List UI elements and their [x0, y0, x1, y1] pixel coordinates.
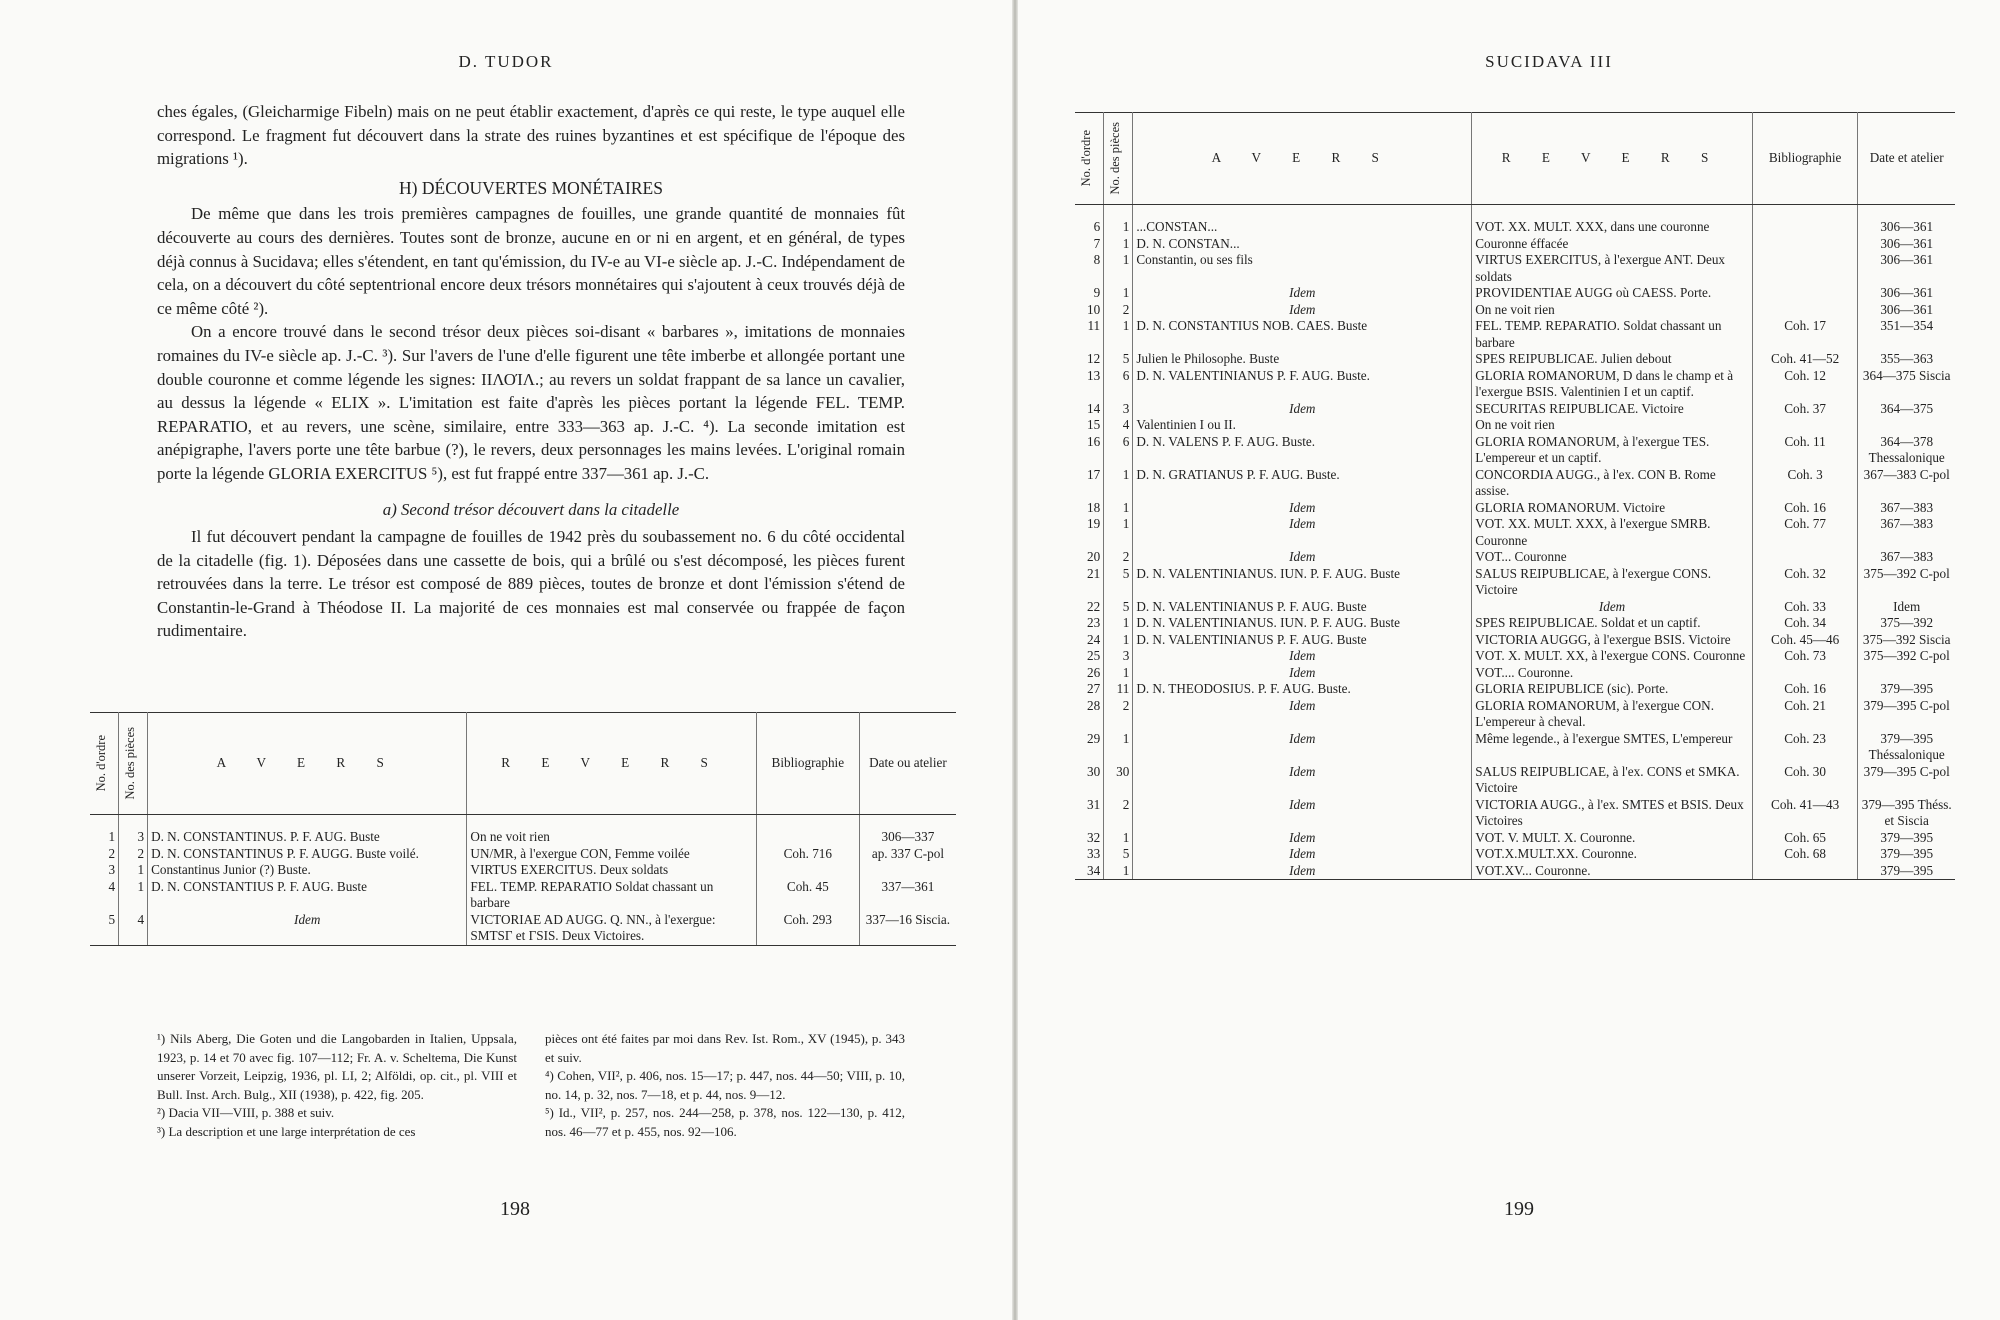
- bibliography-cell: [756, 862, 859, 879]
- table-row: [1075, 302, 1955, 319]
- date-cell: 375—392 C-pol: [1863, 648, 1950, 663]
- revers-cell: VIRTUS EXERCITUS, à l'exergue ANT. Deux soldats: [1472, 252, 1753, 285]
- date-cell: 379—395: [1858, 863, 1955, 880]
- date-cell: 306—361: [1880, 285, 1934, 300]
- bibliography-cell: Coh. 32: [1752, 566, 1858, 599]
- revers-cell: UN/MR, à l'exergue CON, Femme voilée: [467, 846, 756, 863]
- revers-cell: VOT.X.MULT.XX. Couronne.: [1472, 846, 1753, 863]
- table-row: [1075, 318, 1955, 351]
- avers-cell: Constantin, ou ses fils: [1133, 252, 1472, 285]
- bibliography-cell: Coh. 68: [1752, 846, 1858, 863]
- piece-count: 1: [1104, 252, 1133, 285]
- avers-cell: Idem: [1133, 500, 1472, 517]
- avers-cell: D. N. VALENTINIANUS P. F. AUG. Buste: [1133, 599, 1472, 616]
- table-row: [1075, 698, 1955, 731]
- row-number: 21: [1075, 566, 1104, 599]
- piece-count: 1: [1104, 318, 1133, 351]
- piece-count: 1: [1104, 467, 1133, 500]
- avers-cell: Idem: [1133, 731, 1472, 764]
- avers-cell: Idem: [1133, 863, 1472, 880]
- piece-count: 2: [119, 846, 148, 863]
- piece-count: 3: [119, 829, 148, 846]
- avers-cell: D. N. CONSTANTINUS. P. F. AUG. Buste: [148, 829, 467, 846]
- bibliography-cell: Coh. 716: [756, 846, 859, 863]
- piece-count: 1: [1104, 500, 1133, 517]
- avers-cell: D. N. CONSTAN...: [1133, 236, 1472, 253]
- date-cell: 379—395: [1880, 681, 1934, 696]
- bibliography-cell: Coh. 65: [1752, 830, 1858, 847]
- revers-cell: On ne voit rien: [1472, 302, 1753, 319]
- bibliography-cell: [1752, 417, 1858, 434]
- row-number: 27: [1075, 681, 1104, 698]
- date-cell: 375—392: [1880, 615, 1934, 630]
- table-row: [1075, 434, 1955, 467]
- table-row: [1075, 797, 1955, 830]
- avers-cell: Idem: [1133, 797, 1472, 830]
- footnote: pièces ont été faites par moi dans Rev. Ist. Rom., XV (1945), p. 343 et suiv.: [545, 1031, 905, 1065]
- revers-cell: VICTORIAE AD AUGG. Q. NN., à l'exergue: SMTSΓ et ΓSIS. Deux Victoires.: [467, 912, 756, 946]
- table-row: [1075, 632, 1955, 649]
- revers-cell: Même legende., à l'exergue SMTES, L'empereur: [1472, 731, 1753, 764]
- row-number: 29: [1075, 731, 1104, 764]
- piece-count: 1: [1104, 632, 1133, 649]
- right-page: [1018, 0, 2000, 1320]
- table-row: [1075, 219, 1955, 236]
- avers-cell: Idem: [1133, 648, 1472, 665]
- avers-cell: D. N. CONSTANTINUS P. F. AUGG. Buste voilé.: [148, 846, 467, 863]
- revers-cell: PROVIDENTIAE AUGG où CAESS. Porte.: [1472, 285, 1753, 302]
- table-row: [1075, 368, 1955, 401]
- revers-cell: GLORIA ROMANORUM, à l'exergue TES. L'empereur et un captif.: [1472, 434, 1753, 467]
- table-row: [90, 829, 956, 846]
- revers-cell: GLORIA ROMANORUM. Victoire: [1472, 500, 1753, 517]
- table-row: [1075, 731, 1955, 764]
- avers-cell: Idem: [1133, 302, 1472, 319]
- row-number: 11: [1075, 318, 1104, 351]
- header-avers: A V E R S: [148, 713, 467, 815]
- bibliography-cell: [1752, 219, 1858, 236]
- date-cell: 367—383: [1880, 549, 1934, 564]
- date-cell: 364—378 Thessalonique: [1868, 433, 1945, 465]
- piece-count: 1: [1104, 731, 1133, 764]
- date-cell: ap. 337 C-pol: [871, 845, 945, 861]
- avers-cell: D. N. CONSTANTIUS NOB. CAES. Buste: [1133, 318, 1472, 351]
- row-number: 22: [1075, 599, 1104, 616]
- revers-cell: FEL. TEMP. REPARATIO. Soldat chassant un barbare: [1472, 318, 1753, 351]
- revers-cell: Couronne éffacée: [1472, 236, 1753, 253]
- piece-count: 1: [119, 879, 148, 912]
- row-number: 12: [1075, 351, 1104, 368]
- section-title: H) DÉCOUVERTES MONÉTAIRES: [399, 177, 663, 198]
- date-cell: 367—383: [1880, 499, 1934, 515]
- bibliography-cell: [1752, 252, 1858, 285]
- piece-count: 2: [1104, 549, 1133, 566]
- row-number: 5: [90, 912, 119, 946]
- footnote: ³) La description et une large interprétation de ces: [157, 1123, 416, 1139]
- table-row: [1075, 566, 1955, 599]
- table-row: [1075, 500, 1955, 517]
- revers-cell: VOT. XX. MULT. XXX, à l'exergue SMRB. Couronne: [1472, 516, 1753, 549]
- date-cell: [1858, 665, 1955, 682]
- piece-count: 1: [1104, 219, 1133, 236]
- row-number: 16: [1075, 434, 1104, 467]
- paragraph-2: De même que dans les trois premières campagnes de fouilles, une grande quantité de monnaies fût découverte au cours des dernières. Toutes sont de bronze, aucune en or ni en argent, et en général, de types déjà connus à Sucidava; elles s'étendent, en tant qu'émission, du IV-e au VI-e siècle ap. J.-C. Indépendament de cela, on a découvert du côté septentrional encore deux trésors monnétaires qui s'ajoutent à ceux trouvés déjà de ce même côté ²).: [157, 204, 905, 318]
- piece-count: 1: [1104, 863, 1133, 880]
- table-row: [1075, 846, 1955, 863]
- piece-count: 30: [1104, 764, 1133, 797]
- avers-cell: Idem: [1133, 846, 1472, 863]
- piece-count: 4: [119, 912, 148, 946]
- bibliography-cell: Coh. 293: [756, 912, 859, 946]
- table-row: [1075, 252, 1955, 285]
- table-row: [90, 912, 956, 946]
- revers-cell: VOT. X. MULT. XX, à l'exergue CONS. Couronne: [1472, 648, 1753, 665]
- table-row: [1075, 236, 1955, 253]
- date-cell: 379—395 Théss. et Siscia: [1861, 796, 1952, 828]
- revers-cell: VICTORIA AUGGG, à l'exergue BSIS. Victoire: [1472, 632, 1753, 649]
- piece-count: 1: [1104, 236, 1133, 253]
- revers-cell: VICTORIA AUGG., à l'ex. SMTES et BSIS. Deux Victoires: [1472, 797, 1753, 830]
- date-cell: 337—16 Siscia.: [859, 912, 956, 946]
- bibliography-cell: Coh. 37: [1752, 401, 1858, 418]
- date-cell: 375—392 Siscia: [1862, 631, 1951, 647]
- row-number: 33: [1075, 846, 1104, 863]
- piece-count: 11: [1104, 681, 1133, 698]
- revers-cell: GLORIA REIPUBLICE (sic). Porte.: [1472, 681, 1753, 698]
- row-number: 32: [1075, 830, 1104, 847]
- date-cell: 379—395 C-pol: [1863, 763, 1950, 779]
- avers-cell: Constantinus Junior (?) Buste.: [148, 862, 467, 879]
- revers-cell: GLORIA ROMANORUM, D dans le champ et à l'exergue BSIS. Valentinien I et un captif.: [1472, 368, 1753, 401]
- bibliography-cell: Coh. 12: [1752, 368, 1858, 401]
- header-bibliographie: Bibliographie: [1752, 113, 1858, 205]
- date-cell: 379—395: [1880, 846, 1934, 861]
- bibliography-cell: Coh. 41—43: [1752, 797, 1858, 830]
- running-header-right: SUCIDAVA III: [1485, 52, 1613, 71]
- date-cell: 351—354: [1880, 318, 1934, 333]
- date-cell: 306—337: [881, 829, 935, 844]
- running-header-left: D. TUDOR: [458, 52, 554, 71]
- header-pieces: No. des pièces: [1108, 122, 1123, 195]
- bibliography-cell: Coh. 3: [1752, 467, 1858, 500]
- revers-cell: VIRTUS EXERCITUS. Deux soldats: [467, 862, 756, 879]
- header-revers: R E V E R S: [467, 713, 756, 815]
- avers-cell: Idem: [1133, 516, 1472, 549]
- bibliography-cell: [1752, 285, 1858, 302]
- avers-cell: Idem: [1133, 285, 1472, 302]
- piece-count: 6: [1104, 434, 1133, 467]
- bibliography-cell: Coh. 30: [1752, 764, 1858, 797]
- paragraph-4: Il fut découvert pendant la campagne de fouilles de 1942 près du soubassement no. 6 du côté occidental de la citadelle (fig. 1). Déposées dans une cassette de bois, qui a brûlé ou s'est décomposé, les pièces furent retrouvées dans la terre. Le trésor est composé de 889 pièces, toutes de bronze et dont l'émission s'étend de Constantin-le-Grand à Théodose II. La majorité de ces monnaies est mal conservée ou frappée de façon rudimentaire.: [157, 527, 905, 641]
- table-row: [1075, 417, 1955, 434]
- revers-cell: VOT.XV... Couronne.: [1472, 863, 1753, 880]
- date-cell: [859, 862, 956, 879]
- revers-cell: SALUS REIPUBLICAE, à l'exergue CONS. Victoire: [1472, 566, 1753, 599]
- row-number: 30: [1075, 764, 1104, 797]
- row-number: 26: [1075, 665, 1104, 682]
- table-row: [90, 846, 956, 863]
- bibliography-cell: Coh. 45—46: [1752, 632, 1858, 649]
- header-ordre: No. d'ordre: [1079, 130, 1093, 187]
- table-row: [1075, 615, 1955, 632]
- bibliography-cell: [1752, 863, 1858, 880]
- table-row: [1075, 351, 1955, 368]
- date-cell: 364—375: [1880, 400, 1934, 416]
- footnote: ⁴) Cohen, VII², p. 406, nos. 15—17; p. 447, nos. 44—50; VIII, p. 10, no. 14, p. 32, nos. 7—18, et p. 44, nos. 9—12.: [545, 1068, 905, 1102]
- table-row: [90, 879, 956, 912]
- table-row: [1075, 665, 1955, 682]
- piece-count: 1: [1104, 285, 1133, 302]
- revers-cell: Idem: [1472, 599, 1753, 616]
- row-number: 24: [1075, 632, 1104, 649]
- date-cell: [1858, 417, 1955, 434]
- page-number-right: 199: [1504, 1198, 1534, 1220]
- revers-cell: SECURITAS REIPUBLICAE. Victoire: [1472, 401, 1753, 418]
- header-date: Date ou atelier: [859, 713, 956, 815]
- row-number: 13: [1075, 368, 1104, 401]
- avers-cell: Idem: [1133, 665, 1472, 682]
- bibliography-cell: [1752, 549, 1858, 566]
- date-cell: 306—361: [1880, 252, 1934, 267]
- avers-cell: D. N. VALENTINIANUS. IUN. P. F. AUG. Buste: [1133, 615, 1472, 632]
- row-number: 17: [1075, 467, 1104, 500]
- bibliography-cell: Coh. 45: [756, 879, 859, 912]
- avers-cell: D. N. VALENTINIANUS P. F. AUG. Buste: [1133, 632, 1472, 649]
- header-revers: R E V E R S: [1472, 113, 1753, 205]
- table-row: [1075, 599, 1955, 616]
- row-number: 15: [1075, 417, 1104, 434]
- avers-cell: D. N. GRATIANUS P. F. AUG. Buste.: [1133, 467, 1472, 500]
- table-row: [1075, 549, 1955, 566]
- piece-count: 1: [1104, 665, 1133, 682]
- bibliography-cell: [1752, 665, 1858, 682]
- piece-count: 1: [119, 862, 148, 879]
- avers-cell: D. N. THEODOSIUS. P. F. AUG. Buste.: [1133, 681, 1472, 698]
- row-number: 31: [1075, 797, 1104, 830]
- table-row: [1075, 285, 1955, 302]
- header-avers: A V E R S: [1133, 113, 1472, 205]
- revers-cell: On ne voit rien: [467, 829, 756, 846]
- avers-cell: Julien le Philosophe. Buste: [1133, 351, 1472, 368]
- bibliography-cell: Coh. 16: [1752, 681, 1858, 698]
- bibliography-cell: Coh. 16: [1752, 500, 1858, 517]
- revers-cell: VOT.... Couronne.: [1472, 665, 1753, 682]
- avers-cell: Idem: [1133, 830, 1472, 847]
- piece-count: 2: [1104, 302, 1133, 319]
- footnote: ¹) Nils Aberg, Die Goten und die Langobarden in Italien, Uppsala, 1923, p. 14 et 70 avec fig. 107—112; Fr. A. v. Scheltema, Die Kunst unserer Vorzeit, Leipzig, 1936, pl. LI, 2; Alföldi, op. cit., pl. VIII et Bull. Inst. Arch. Bulg., XII (1938), p. 422, fig. 205.: [157, 1031, 517, 1102]
- row-number: 10: [1075, 302, 1104, 319]
- date-cell: 306—361: [1880, 235, 1934, 251]
- row-number: 14: [1075, 401, 1104, 418]
- row-number: 9: [1075, 285, 1104, 302]
- revers-cell: VOT... Couronne: [1472, 549, 1753, 566]
- coin-table-left: [90, 712, 956, 946]
- date-cell: 367—383 C-pol: [1863, 466, 1950, 482]
- date-cell: 379—395: [1880, 829, 1934, 845]
- avers-cell: ...CONSTAN...: [1133, 219, 1472, 236]
- revers-cell: On ne voit rien: [1472, 417, 1753, 434]
- row-number: 18: [1075, 500, 1104, 517]
- date-cell: 379—395 Théssalonique: [1868, 730, 1945, 762]
- row-number: 23: [1075, 615, 1104, 632]
- bibliography-cell: Coh. 41—52: [1752, 351, 1858, 368]
- date-cell: 306—361: [1880, 301, 1934, 317]
- bibliography-cell: Coh. 17: [1752, 318, 1858, 351]
- revers-cell: SALUS REIPUBLICAE, à l'ex. CONS et SMKA. Victoire: [1472, 764, 1753, 797]
- avers-cell: D. N. VALENTINIANUS. IUN. P. F. AUG. Buste: [1133, 566, 1472, 599]
- piece-count: 2: [1104, 698, 1133, 731]
- row-number: 2: [90, 846, 119, 863]
- table-row: [1075, 830, 1955, 847]
- bibliography-cell: [756, 829, 859, 846]
- row-number: 6: [1075, 219, 1104, 236]
- avers-cell: Idem: [1133, 698, 1472, 731]
- paragraph-1: ches égales, (Gleicharmige Fibeln) mais on ne peut établir exactement, d'après ce qui reste, le type auquel elle correspond. Le fragment fut découvert dans la strate des ruines byzantines et est spécifique de l'époque des migrations ¹).: [157, 102, 905, 169]
- bibliography-cell: Coh. 21: [1752, 698, 1858, 731]
- avers-cell: D. N. VALENS P. F. AUG. Buste.: [1133, 434, 1472, 467]
- paragraph-3: On a encore trouvé dans le second trésor deux pièces soi-disant « barbares », imitations de monnaies romaines du IV-e siècle ap. J.-C. ³). Sur l'avers de l'une d'elle figurent une tête imberbe et allongée portant une double couronne et comme légende les signes: IΙΛΟΊΛ.; au revers un soldat frappant de sa lance un cavalier, au dessus la légende « ELIX ». L'imitation est faite d'après les pièces portant la légende FEL. TEMP. REPARATIO, et au revers, une scène, similaire, entre 333—363 ap. J.-C. ⁴). La seconde imitation est anépigraphe, l'avers porte une tête barbue (?), le revers, deux personnages les mains levées. L'original romain porte la légende GLORIA EXERCITUS ⁵), est fut frappé entre 337—361 ap. J.-C.: [157, 322, 905, 483]
- body-text: [157, 100, 905, 643]
- bibliography-cell: Coh. 34: [1752, 615, 1858, 632]
- row-number: 28: [1075, 698, 1104, 731]
- row-number: 1: [90, 829, 119, 846]
- row-number: 4: [90, 879, 119, 912]
- date-cell: 379—395 C-pol: [1863, 697, 1950, 713]
- date-cell: 375—392 C-pol: [1863, 565, 1950, 581]
- avers-cell: D. N. CONSTANTIUS P. F. AUG. Buste: [148, 879, 467, 912]
- piece-count: 1: [1104, 615, 1133, 632]
- row-number: 34: [1075, 863, 1104, 880]
- avers-cell: Idem: [1133, 549, 1472, 566]
- page-number-left: 198: [500, 1198, 530, 1220]
- revers-cell: FEL. TEMP. REPARATIO Soldat chassant un barbare: [467, 879, 756, 912]
- bibliography-cell: Coh. 33: [1752, 599, 1858, 616]
- avers-cell: Valentinien I ou II.: [1133, 417, 1472, 434]
- row-number: 25: [1075, 648, 1104, 665]
- subsection-title: a) Second trésor découvert dans la citadelle: [382, 499, 680, 519]
- header-bibliographie: Bibliographie: [756, 713, 859, 815]
- header-pieces: No. des pièces: [123, 727, 138, 800]
- date-cell: Idem: [1893, 598, 1921, 614]
- date-cell: 367—383: [1880, 516, 1934, 531]
- piece-count: 4: [1104, 417, 1133, 434]
- header-ordre: No. d'ordre: [94, 735, 108, 792]
- table-row: [1075, 467, 1955, 500]
- date-cell: 306—361: [1880, 219, 1934, 234]
- revers-cell: VOT. V. MULT. X. Couronne.: [1472, 830, 1753, 847]
- revers-cell: SPES REIPUBLICAE. Soldat et un captif.: [1472, 615, 1753, 632]
- revers-cell: GLORIA ROMANORUM, à l'exergue CON. L'empereur à cheval.: [1472, 698, 1753, 731]
- avers-cell: D. N. VALENTINIANUS P. F. AUG. Buste.: [1133, 368, 1472, 401]
- bibliography-cell: Coh. 23: [1752, 731, 1858, 764]
- date-cell: 337—361: [881, 878, 935, 894]
- footnote: ²) Dacia VII—VIII, p. 388 et suiv.: [157, 1105, 335, 1120]
- piece-count: 5: [1104, 566, 1133, 599]
- table-row: [1075, 648, 1955, 665]
- revers-cell: SPES REIPUBLICAE. Julien debout: [1472, 351, 1753, 368]
- avers-cell: Idem: [1133, 764, 1472, 797]
- avers-cell: Idem: [1133, 401, 1472, 418]
- table-row: [90, 862, 956, 879]
- revers-cell: CONCORDIA AUGG., à l'ex. CON B. Rome assise.: [1472, 467, 1753, 500]
- table-row: [1075, 401, 1955, 418]
- piece-count: 3: [1104, 401, 1133, 418]
- piece-count: 5: [1104, 599, 1133, 616]
- table-row: [1075, 516, 1955, 549]
- row-number: 7: [1075, 236, 1104, 253]
- row-number: 8: [1075, 252, 1104, 285]
- bibliography-cell: Coh. 11: [1752, 434, 1858, 467]
- bibliography-cell: [1752, 302, 1858, 319]
- row-number: 19: [1075, 516, 1104, 549]
- date-cell: 364—375 Siscia: [1862, 367, 1951, 383]
- piece-count: 5: [1104, 351, 1133, 368]
- piece-count: 6: [1104, 368, 1133, 401]
- header-date: Date et atelier: [1858, 113, 1955, 205]
- table-row: [1075, 863, 1955, 880]
- bibliography-cell: [1752, 236, 1858, 253]
- table-row: [1075, 681, 1955, 698]
- row-number: 3: [90, 862, 119, 879]
- piece-count: 1: [1104, 516, 1133, 549]
- piece-count: 1: [1104, 830, 1133, 847]
- avers-cell: Idem: [148, 912, 467, 946]
- footnote: ⁵) Id., VII², p. 257, nos. 244—258, p. 378, nos. 122—130, p. 412, nos. 46—77 et p. 455, nos. 92—106.: [545, 1105, 905, 1139]
- date-cell: 355—363: [1880, 351, 1934, 366]
- piece-count: 2: [1104, 797, 1133, 830]
- coin-table-right: [1075, 112, 1955, 880]
- piece-count: 5: [1104, 846, 1133, 863]
- bibliography-cell: Coh. 77: [1752, 516, 1858, 549]
- bibliography-cell: Coh. 73: [1752, 648, 1858, 665]
- row-number: 20: [1075, 549, 1104, 566]
- piece-count: 3: [1104, 648, 1133, 665]
- revers-cell: VOT. XX. MULT. XXX, dans une couronne: [1472, 219, 1753, 236]
- table-row: [1075, 764, 1955, 797]
